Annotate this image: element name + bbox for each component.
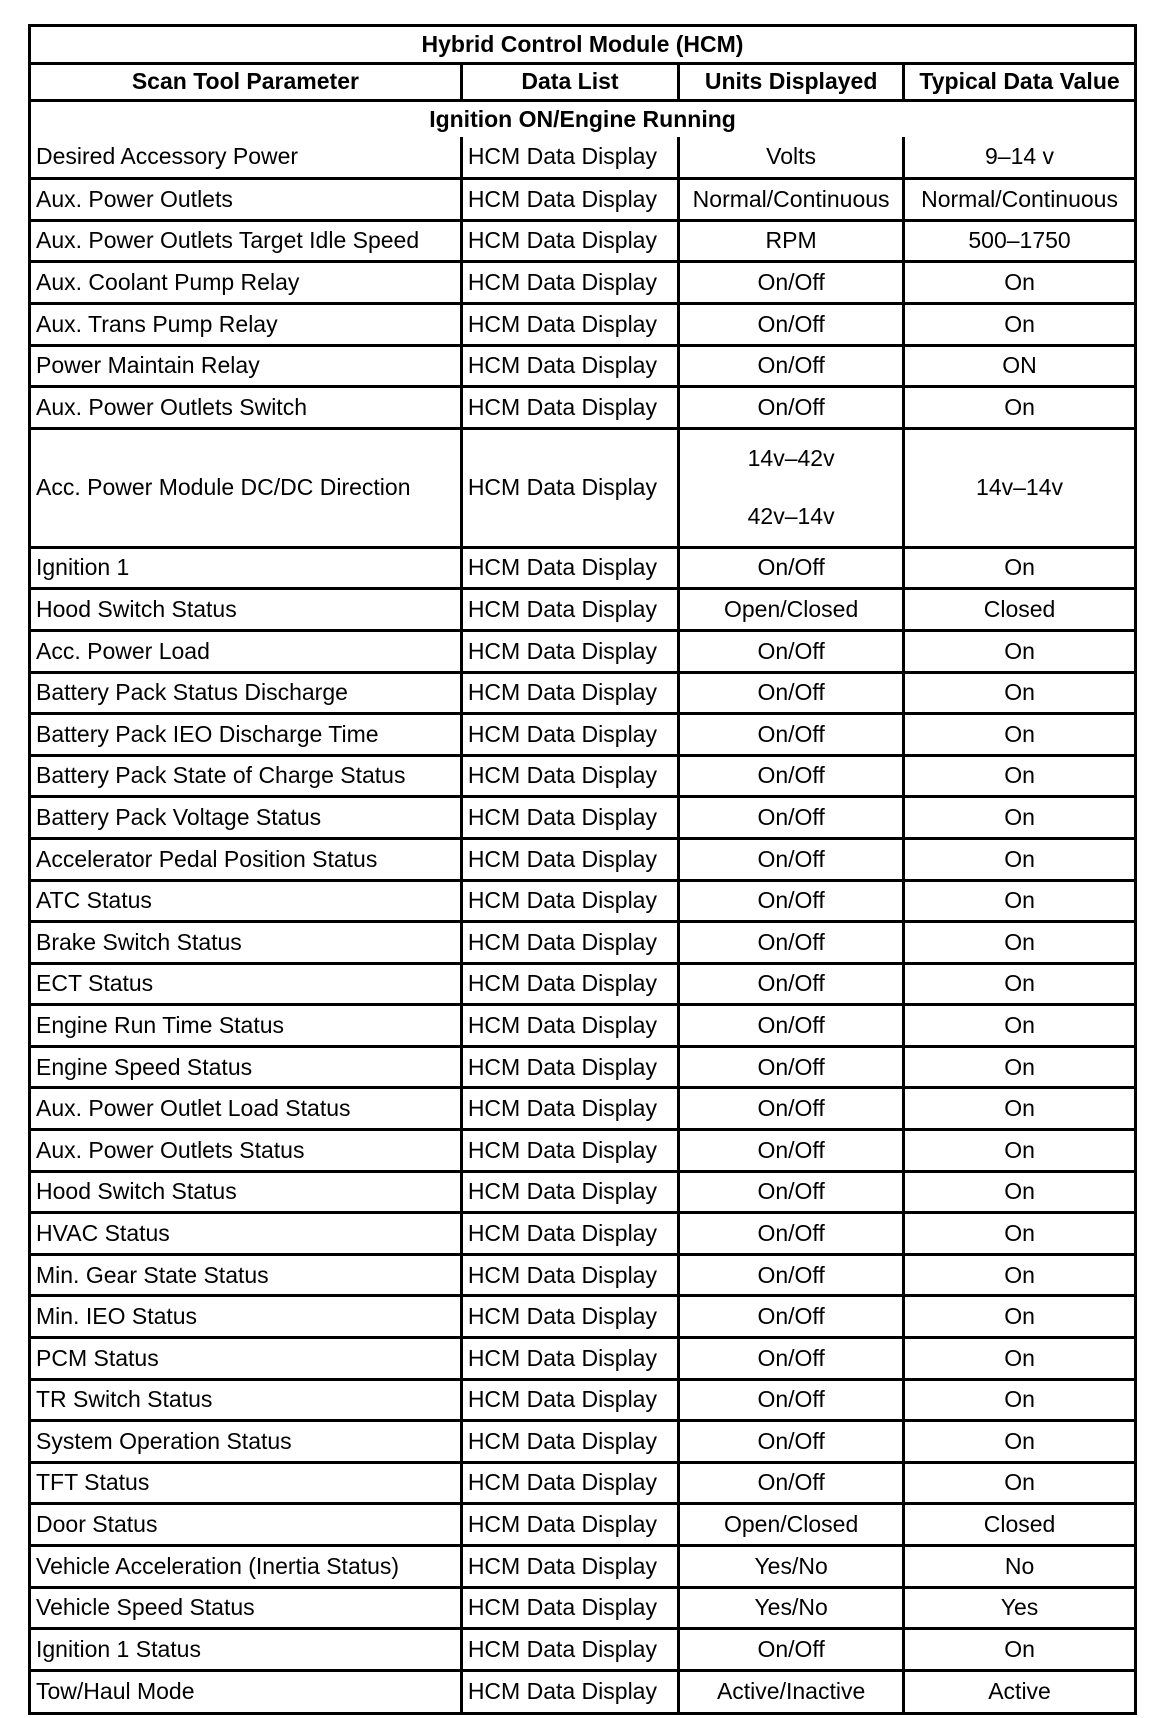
parameter-cell: Aux. Power Outlets Status [31,1130,461,1172]
column-header-typical-value: Typical Data Value [904,64,1134,101]
parameter-cell: Acc. Power Load [31,630,461,672]
units-cell: Open/Closed [679,1504,904,1546]
data-list-cell: HCM Data Display [461,262,678,304]
units-cell: On/Off [679,714,904,756]
parameter-cell: Brake Switch Status [31,922,461,964]
table-row [31,797,1134,839]
data-list-cell: HCM Data Display [461,428,678,547]
units-value: 14v–42v [747,444,835,471]
table-row [31,1421,1134,1463]
section-heading: Ignition ON/Engine Running [31,100,1134,137]
parameter-cell: TFT Status [31,1462,461,1504]
units-cell: Open/Closed [679,589,904,631]
units-cell: Yes/No [679,1587,904,1629]
parameter-cell: ATC Status [31,880,461,922]
parameter-cell: Hood Switch Status [31,1171,461,1213]
typical-value-cell: On [904,880,1134,922]
table-row [31,387,1134,429]
data-list-cell: HCM Data Display [461,345,678,387]
table-row [31,428,1134,547]
typical-value-cell: On [904,963,1134,1005]
table-row [31,755,1134,797]
data-list-cell: HCM Data Display [461,1421,678,1463]
column-header-parameter: Scan Tool Parameter [31,64,461,101]
parameter-cell: System Operation Status [31,1421,461,1463]
data-list-cell: HCM Data Display [461,1504,678,1546]
typical-value-cell: On [904,1213,1134,1255]
units-cell: On/Off [679,1421,904,1463]
units-cell: On/Off [679,1005,904,1047]
parameter-cell: Desired Accessory Power [31,137,461,179]
typical-value-cell: On [904,1421,1134,1463]
units-cell: On/Off [679,303,904,345]
units-cell: On/Off [679,547,904,589]
parameter-cell: PCM Status [31,1338,461,1380]
typical-value-cell: On [904,547,1134,589]
data-list-cell: HCM Data Display [461,1213,678,1255]
parameter-cell: Battery Pack Voltage Status [31,797,461,839]
table-row [31,838,1134,880]
table-row [31,179,1134,221]
units-cell: On/Off [679,922,904,964]
units-cell: On/Off [679,797,904,839]
units-cell: On/Off [679,1629,904,1671]
table-row [31,1587,1134,1629]
units-cell: Active/Inactive [679,1670,904,1712]
parameter-cell: Aux. Power Outlets Target Idle Speed [31,220,461,262]
table-row [31,672,1134,714]
typical-value-cell: Normal/Continuous [904,179,1134,221]
table-row [31,1046,1134,1088]
units-cell: On/Off [679,1254,904,1296]
data-list-cell: HCM Data Display [461,1670,678,1712]
parameter-cell: Accelerator Pedal Position Status [31,838,461,880]
typical-value-cell: On [904,1005,1134,1047]
typical-value-cell: Closed [904,1504,1134,1546]
data-list-cell: HCM Data Display [461,672,678,714]
parameter-cell: Engine Run Time Status [31,1005,461,1047]
parameter-cell: Ignition 1 Status [31,1629,461,1671]
table-row [31,1379,1134,1421]
data-list-cell: HCM Data Display [461,922,678,964]
data-list-cell: HCM Data Display [461,797,678,839]
parameter-cell: Ignition 1 [31,547,461,589]
parameter-cell: Aux. Trans Pump Relay [31,303,461,345]
parameter-cell: Hood Switch Status [31,589,461,631]
table-row [31,547,1134,589]
table-row [31,1130,1134,1172]
typical-value-cell: On [904,838,1134,880]
typical-value-cell: Active [904,1670,1134,1712]
units-cell: On/Off [679,1046,904,1088]
data-list-cell: HCM Data Display [461,714,678,756]
data-list-cell: HCM Data Display [461,547,678,589]
data-list-cell: HCM Data Display [461,1088,678,1130]
units-cell: On/Off [679,755,904,797]
data-list-cell: HCM Data Display [461,755,678,797]
table-row [31,1546,1134,1588]
column-header-units: Units Displayed [679,64,904,101]
table-row [31,1670,1134,1712]
data-list-cell: HCM Data Display [461,589,678,631]
typical-value-cell: On [904,922,1134,964]
table-row [31,963,1134,1005]
parameter-cell: Aux. Power Outlets Switch [31,387,461,429]
data-list-cell: HCM Data Display [461,1587,678,1629]
table-row [31,1462,1134,1504]
typical-value-cell: 9–14 v [904,137,1134,179]
units-cell: On/Off [679,1088,904,1130]
data-list-cell: HCM Data Display [461,1546,678,1588]
column-header-row [31,64,1134,101]
typical-value-cell: On [904,1296,1134,1338]
typical-value-cell: On [904,1130,1134,1172]
units-cell: Yes/No [679,1546,904,1588]
data-list-cell: HCM Data Display [461,1296,678,1338]
units-cell: On/Off [679,1213,904,1255]
typical-value-cell: Closed [904,589,1134,631]
units-cell: On/Off [679,1462,904,1504]
parameter-cell: Power Maintain Relay [31,345,461,387]
parameter-cell: Battery Pack IEO Discharge Time [31,714,461,756]
typical-value-cell: On [904,262,1134,304]
parameter-cell: TR Switch Status [31,1379,461,1421]
units-cell: On/Off [679,1130,904,1172]
table-row [31,714,1134,756]
parameter-cell: Acc. Power Module DC/DC Direction [31,428,461,547]
parameter-cell: Engine Speed Status [31,1046,461,1088]
typical-value-cell: 500–1750 [904,220,1134,262]
table-row [31,262,1134,304]
parameter-cell: Door Status [31,1504,461,1546]
units-cell: On/Off [679,1338,904,1380]
table-row [31,1338,1134,1380]
data-list-cell: HCM Data Display [461,880,678,922]
data-list-cell: HCM Data Display [461,1629,678,1671]
hcm-data-table [28,24,1137,1715]
table-row [31,303,1134,345]
data-list-cell: HCM Data Display [461,1130,678,1172]
parameter-cell: Battery Pack State of Charge Status [31,755,461,797]
data-list-cell: HCM Data Display [461,1338,678,1380]
table-row [31,589,1134,631]
units-cell: Normal/Continuous [679,179,904,221]
table-row [31,220,1134,262]
units-value-alt: 42v–14v [747,503,835,530]
units-cell: On/Off [679,672,904,714]
typical-value-cell: On [904,1629,1134,1671]
typical-value-cell: On [904,755,1134,797]
table-row [31,1504,1134,1546]
table-row [31,1213,1134,1255]
data-list-cell: HCM Data Display [461,1254,678,1296]
parameter-cell: Battery Pack Status Discharge [31,672,461,714]
units-cell: On/Off [679,345,904,387]
data-list-cell: HCM Data Display [461,1462,678,1504]
data-list-cell: HCM Data Display [461,179,678,221]
typical-value-cell: On [904,1046,1134,1088]
typical-value-cell: On [904,714,1134,756]
typical-value-cell: On [904,1254,1134,1296]
data-list-cell: HCM Data Display [461,963,678,1005]
table-row [31,345,1134,387]
typical-value-cell: On [904,303,1134,345]
units-cell: On/Off [679,630,904,672]
table-row [31,630,1134,672]
section-row [31,100,1134,137]
typical-value-cell: 14v–14v [904,428,1134,547]
units-cell: On/Off [679,1379,904,1421]
table-row [31,1171,1134,1213]
data-list-cell: HCM Data Display [461,303,678,345]
units-cell: On/Off [679,262,904,304]
units-cell: On/Off [679,387,904,429]
units-cell: On/Off [679,1171,904,1213]
data-list-cell: HCM Data Display [461,1379,678,1421]
data-list-cell: HCM Data Display [461,1171,678,1213]
units-cell [679,428,904,547]
data-list-cell: HCM Data Display [461,220,678,262]
parameter-cell: Aux. Coolant Pump Relay [31,262,461,304]
table-row [31,1254,1134,1296]
data-list-cell: HCM Data Display [461,387,678,429]
typical-value-cell: On [904,387,1134,429]
typical-value-cell: No [904,1546,1134,1588]
parameter-cell: Vehicle Speed Status [31,1587,461,1629]
units-cell: Volts [679,137,904,179]
data-list-cell: HCM Data Display [461,630,678,672]
table-row [31,1296,1134,1338]
data-list-cell: HCM Data Display [461,1005,678,1047]
typical-value-cell: On [904,797,1134,839]
typical-value-cell: On [904,1171,1134,1213]
parameter-cell: Tow/Haul Mode [31,1670,461,1712]
typical-value-cell: On [904,630,1134,672]
units-cell: RPM [679,220,904,262]
table-row [31,1005,1134,1047]
parameter-cell: Vehicle Acceleration (Inertia Status) [31,1546,461,1588]
column-header-data-list: Data List [461,64,678,101]
table-body [31,137,1134,1712]
table-title: Hybrid Control Module (HCM) [31,27,1134,64]
parameter-cell: Min. IEO Status [31,1296,461,1338]
typical-value-cell: On [904,1379,1134,1421]
units-cell: On/Off [679,1296,904,1338]
table-row [31,880,1134,922]
parameter-cell: HVAC Status [31,1213,461,1255]
parameter-cell: ECT Status [31,963,461,1005]
typical-value-cell: On [904,672,1134,714]
typical-value-cell: On [904,1338,1134,1380]
table-title-row [31,27,1134,64]
typical-value-cell: Yes [904,1587,1134,1629]
units-cell: On/Off [679,880,904,922]
parameter-cell: Min. Gear State Status [31,1254,461,1296]
table-row [31,922,1134,964]
parameter-cell: Aux. Power Outlets [31,179,461,221]
data-list-cell: HCM Data Display [461,1046,678,1088]
data-list-cell: HCM Data Display [461,137,678,179]
units-cell: On/Off [679,838,904,880]
table-row [31,1629,1134,1671]
data-list-cell: HCM Data Display [461,838,678,880]
typical-value-cell: On [904,1088,1134,1130]
typical-value-cell: ON [904,345,1134,387]
units-cell: On/Off [679,963,904,1005]
parameter-cell: Aux. Power Outlet Load Status [31,1088,461,1130]
table-row [31,1088,1134,1130]
typical-value-cell: On [904,1462,1134,1504]
table-row [31,137,1134,179]
